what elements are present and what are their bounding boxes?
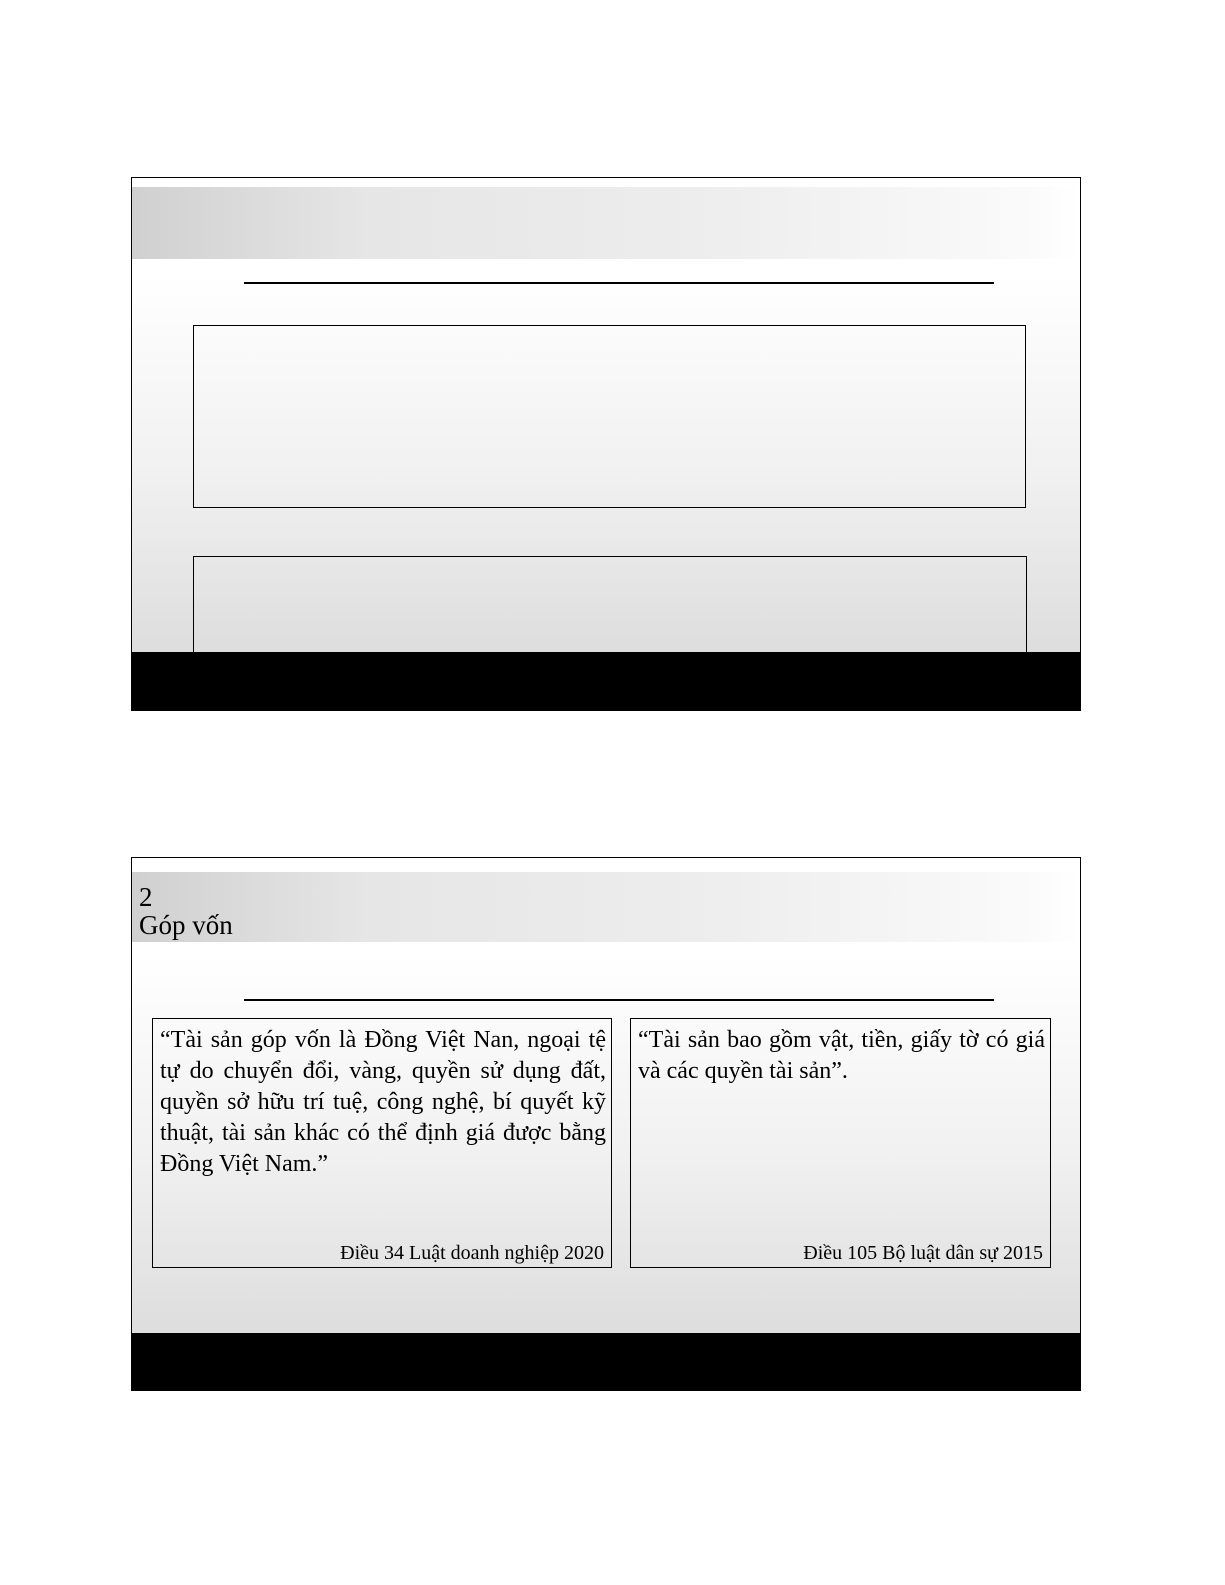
footer-bar [132,1333,1080,1390]
title-underline [244,999,994,1001]
quote-text: “Tài sản góp vốn là Đồng Việt Nan, ngoại tệ tự do chuyển đổi, vàng, quyền sử dụng đất, quyền sở hữu trí tuệ, công nghệ, bí quyết kỹ thuật, tài sản khác có thể định giá được bằng Đồng Việt Nam.” [160,1027,606,1177]
slide-title: Góp vốn [139,910,233,940]
quote-text: “Tài sản bao gồm vật, tiền, giấy tờ có giá và các quyền tài sản”. [638,1027,1045,1084]
quote-source: Điều 34 Luật doanh nghiệp 2020 [340,1242,604,1264]
slide-1 [131,177,1081,711]
quote-box-civil-code [630,1018,1051,1268]
slide-number: 2 [139,882,153,912]
title-band [132,872,1080,942]
slide-2 [131,857,1081,1391]
title-underline [244,282,994,284]
quote-source: Điều 105 Bộ luật dân sự 2015 [803,1242,1043,1264]
content-frame-top [193,325,1026,508]
footer-bar [132,652,1080,710]
title-band [132,187,1080,259]
quote-box-enterprise-law [152,1018,612,1268]
